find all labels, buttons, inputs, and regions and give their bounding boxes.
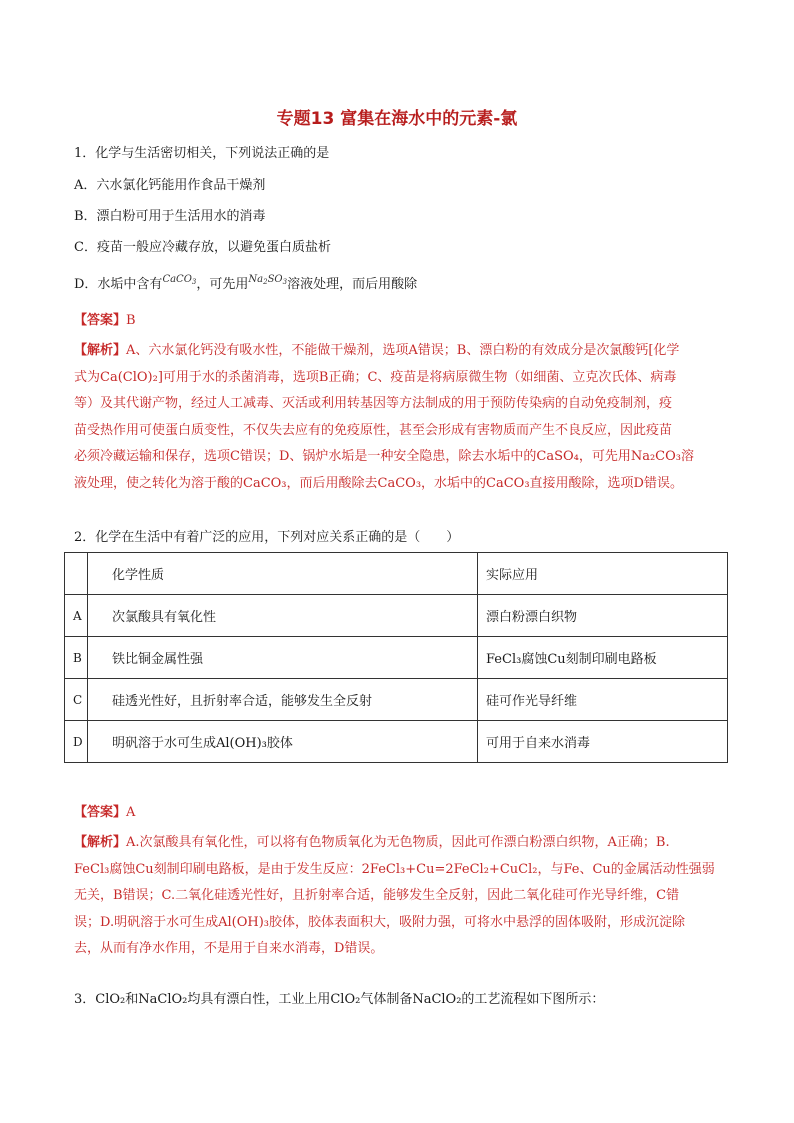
table-header-cell [65, 553, 88, 595]
question-1-stem: 1．化学与生活密切相关，下列说法正确的是 [74, 146, 330, 161]
table-cell: 铁比铜金属性强 [88, 637, 478, 679]
analysis-line [74, 338, 726, 365]
answer-tag: 【答案】 [74, 313, 127, 328]
formula-so-sub: 3 [282, 278, 288, 286]
table-row [65, 637, 728, 679]
analysis-line: 无关，B错误；C.二氧化硅透光性好，且折射率合适，能够发生全反射，因此二氧化硅可作光导纤维，C错 [74, 888, 680, 903]
answer-tag: 【答案】 [74, 805, 127, 820]
question-1-option-d [74, 274, 418, 294]
table-cell: 漂白粉漂白织物 [478, 595, 728, 637]
question-3-stem: 3．ClO₂和NaClO₂均具有漂白性，工业上用ClO₂气体制备NaClO₂的工艺流程如下图所示： [74, 992, 605, 1007]
analysis-line: 苗受热作用可使蛋白质变性，不仅失去应有的免疫原性，甚至会形成有害物质而产生不良反应，因此疫苗 [74, 422, 673, 438]
analysis-line: 必须冷藏运输和保存，选项C错误；D、锅炉水垢是一种安全隐患，除去水垢中的CaSO₄，可先用Na₂CO₃溶 [74, 449, 694, 464]
question-1-option-b: B．漂白粉可用于生活用水的消毒 [74, 209, 266, 224]
formula-na-sub: 2 [263, 278, 268, 286]
question-2-answer [74, 805, 135, 821]
table-cell: 硅透光性好，且折射率合适，能够发生全反射 [88, 679, 478, 721]
table-header-cell: 实际应用 [478, 553, 728, 595]
table-cell: A [65, 595, 88, 637]
question-1-option-c: C．疫苗一般应冷藏存放，以避免蛋白质盐析 [74, 240, 331, 255]
analysis-line: 误；D.明矾溶于水可生成Al(OH)₃胶体，胶体表面积大，吸附力强，可将水中悬浮的固体吸附，形成沉淀除 [74, 914, 685, 930]
table-cell: 次氯酸具有氧化性 [88, 595, 478, 637]
question-1-option-a: A．六水氯化钙能用作食品干燥剂 [74, 178, 266, 193]
analysis-line: 等）及其代谢产物，经过人工减毒、灭活或利用转基因等方法制成的用于预防传染病的自动免疫制剂，疫 [74, 396, 673, 411]
question-2-analysis [74, 830, 726, 963]
analysis-tag: 【解析】 [74, 343, 127, 358]
analysis-tag: 【解析】 [74, 835, 127, 850]
table-row [65, 721, 728, 763]
formula-caco3 [162, 274, 196, 285]
option-d-middle: ，可先用 [196, 277, 249, 292]
table-cell: 可用于自来水消毒 [478, 721, 728, 763]
page-title: 专题13 富集在海水中的元素-氯 [276, 109, 518, 129]
table-cell: B [65, 637, 88, 679]
answer-value: A [126, 805, 136, 820]
analysis-line [74, 830, 726, 857]
table-cell: D [65, 721, 88, 763]
table-header-row [65, 553, 728, 595]
answer-value: B [126, 313, 136, 328]
option-d-prefix: D．水垢中含有 [74, 277, 163, 292]
question-1-answer [74, 313, 136, 329]
table-header-cell: 化学性质 [88, 553, 478, 595]
formula-caco3-sub: 3 [191, 278, 197, 286]
analysis-line: FeCl₃腐蚀Cu刻制印刷电路板，是由于发生反应：2FeCl₃+Cu=2FeCl₂+CuCl₂，与Fe、Cu的金属活动性强弱 [74, 861, 715, 877]
question-1-analysis [74, 338, 726, 497]
analysis-text: A、六水氯化钙没有吸水性，不能做干燥剂，选项A错误；B、漂白粉的有效成分是次氯酸钙[化学 [126, 343, 680, 358]
table-cell: FeCl₃腐蚀Cu刻制印刷电路板 [478, 637, 728, 679]
option-d-suffix: 溶液处理，而后用酸除 [287, 277, 418, 292]
formula-na-text: Na [248, 274, 264, 285]
analysis-line: 液处理，使之转化为溶于酸的CaCO₃，而后用酸除去CaCO₃，水垢中的CaCO₃直接用酸除，选项D错误。 [74, 475, 683, 491]
table-cell: C [65, 679, 88, 721]
table-row [65, 595, 728, 637]
analysis-text: A.次氯酸具有氧化性，可以将有色物质氧化为无色物质，因此可作漂白粉漂白织物，A正确；B. [126, 835, 670, 850]
analysis-line: 式为Ca(ClO)₂]可用于水的杀菌消毒，选项B正确；C、疫苗是将病原微生物（如细菌、立克次氏体、病毒 [74, 369, 677, 385]
table-row [65, 679, 728, 721]
formula-caco3-text: CaCO [162, 274, 192, 285]
question-2-stem: 2．化学在生活中有着广泛的应用，下列对应关系正确的是（ ） [74, 530, 460, 545]
formula-so-text: SO [267, 274, 283, 285]
table-cell: 明矾溶于水可生成Al(OH)₃胶体 [88, 721, 478, 763]
property-application-table [64, 552, 728, 763]
table-cell: 硅可作光导纤维 [478, 679, 728, 721]
formula-na2so3 [248, 274, 287, 285]
analysis-line: 去，从而有净水作用，不是用于自来水消毒，D错误。 [74, 941, 384, 956]
